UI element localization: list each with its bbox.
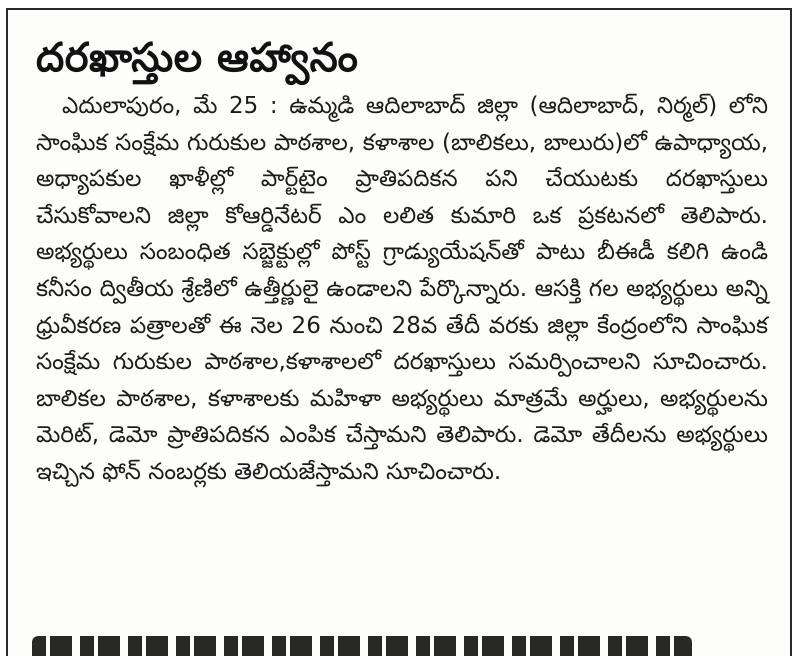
article-body: ఎదులాపురం, మే 25 : ఉమ్మడి ఆదిలాబాద్ జిల్లా (ఆదిలాబాద్, నిర్మల్) లోని సాంఘిక సంక్షేమ గురుకుల పాఠశాల, కళాశాల (బాలికలు, బాలురు)లో ఉపాధ్యాయ, అధ్యాపకుల ఖాళీల్లో పార్ట్‌టైం ప్రాతిపదికన పని చేయుటకు దరఖాస్తులు చేసుకోవాలని జిల్లా కోఆర్డినేటర్ ఎం లలిత కుమారి ఒక ప్రకటనలో తెలిపారు. అభ్యర్థులు సంబంధిత సబ్జెక్టుల్లో పోస్ట్ గ్రాడ్యుయేషన్‌తో పాటు బీఈడీ కలిగి ఉండి కనీసం ద్వితీయ శ్రేణిలో ఉత్తీర్ణులై ఉండాలని పేర్కొన్నారు. ఆసక్తి గల అభ్యర్థులు అన్ని ధ్రువీకరణ పత్రాలతో ఈ నెల 26 నుంచి 28వ తేదీ వరకు జిల్లా కేంద్రంలోని సాంఘిక సంక్షేమ గురుకుల పాఠశాల,కళాశాలలో దరఖాస్తులు సమర్పించాలని సూచించారు. బాలికల పాఠశాల, కళాశాలకు మహిళా అభ్యర్థులు మాత్రమే అర్హులు, అభ్యర్థులను మెరిట్, డెమో ప్రాతిపదికన ఎంపిక చేస్తామని తెలిపారు. డెమో తేదీలను అభ్యర్థులు ఇచ్చిన ఫోన్ నంబర్లకు తెలియజేస్తామని సూచించారు.: [36, 93, 768, 485]
newspaper-clipping: [6, 8, 792, 656]
next-article-headline-fragment: [8, 632, 790, 656]
cropped-headline-text: [32, 636, 692, 656]
article-headline: దరఖాస్తుల ఆహ్వానం: [36, 35, 359, 81]
